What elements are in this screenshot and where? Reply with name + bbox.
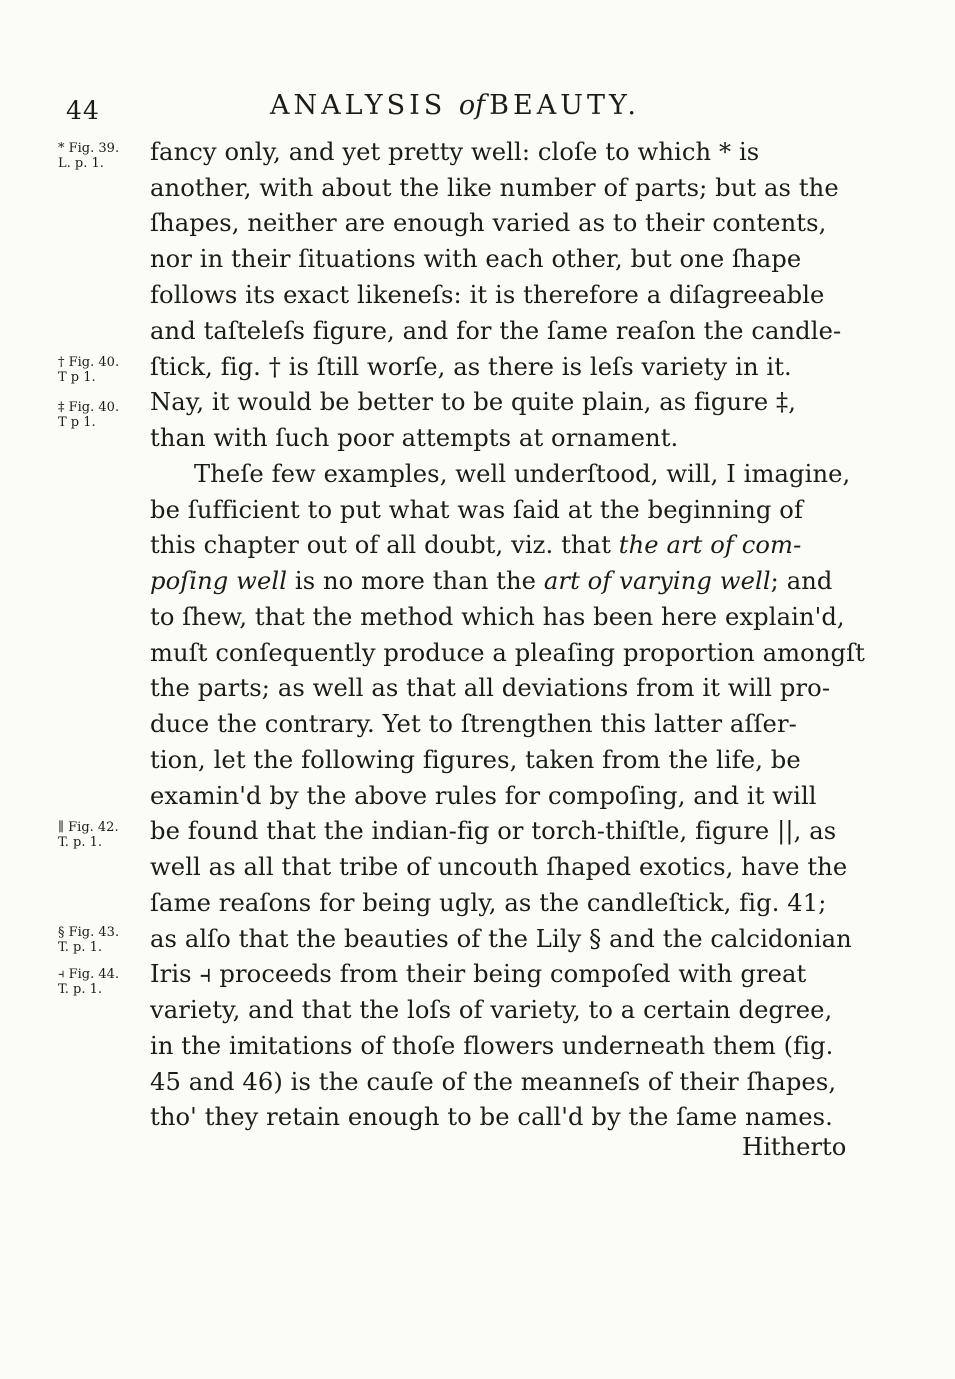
italic-phrase: art of varying well <box>543 567 771 595</box>
text-line: fancy only, and yet pretty well: cloſe to which * is <box>150 138 760 166</box>
text-line: tion, let the following figures, taken from the life, be <box>150 746 801 774</box>
text-line <box>150 531 801 559</box>
text-line: 45 and 46) is the cauſe of the meanneſs of their ſhapes, <box>150 1068 837 1096</box>
page-number: 44 <box>66 96 100 125</box>
italic-phrase: poſing well <box>150 567 288 595</box>
margin-note <box>58 400 119 430</box>
text-line: follows its exact likeneſs: it is therefore a diſagreeable <box>150 281 825 309</box>
margin-note-plate: T. p. 1. <box>58 940 103 955</box>
italic-phrase: the art of com- <box>618 531 802 559</box>
running-head-analysis: ANALYSIS <box>270 90 447 121</box>
margin-note-plate: T p 1. <box>58 370 96 385</box>
margin-note <box>58 355 119 385</box>
text-line: examin'd by the above rules for compoſing, and it will <box>150 782 817 810</box>
margin-note-figure: ∥ Fig. 42. <box>58 820 119 835</box>
margin-note-plate: T. p. 1. <box>58 982 103 997</box>
running-head-of: of <box>458 90 486 121</box>
text-line: another, with about the like number of parts; but as the <box>150 174 839 202</box>
margin-note-plate: T. p. 1. <box>58 835 103 850</box>
text-line: variety, and that the loſs of variety, to a certain degree, <box>150 996 833 1024</box>
margin-note-figure: † Fig. 40. <box>58 355 120 370</box>
margin-note-figure: * Fig. 39. <box>58 141 120 156</box>
margin-note <box>58 820 119 850</box>
text-line: tho' they retain enough to be call'd by the ſame names. <box>150 1103 833 1131</box>
text-line: nor in their ſituations with each other, but one ſhape <box>150 245 802 273</box>
text-run: ; and <box>770 567 833 595</box>
running-head <box>270 90 640 121</box>
running-head-beauty: BEAUTY. <box>489 90 640 121</box>
margin-note <box>58 967 119 997</box>
text-line: ſhapes, neither are enough varied as to their contents, <box>150 209 827 237</box>
margin-note-plate: T p 1. <box>58 415 96 430</box>
text-line: and taſteleſs figure, and for the ſame reaſon the candle- <box>150 317 842 345</box>
text-line: duce the contrary. Yet to ſtrengthen this latter aſſer- <box>150 710 797 738</box>
text-run: this chapter out of all doubt, viz. that <box>150 531 611 559</box>
catchword: Hitherto <box>742 1133 847 1161</box>
margin-note-figure: § Fig. 43. <box>58 925 120 940</box>
margin-note-plate: L. p. 1. <box>58 156 104 171</box>
text-line: to ſhew, that the method which has been here explain'd, <box>150 603 845 631</box>
text-line: as alſo that the beauties of the Lily § and the calcidonian <box>150 925 852 953</box>
margin-note <box>58 141 119 171</box>
text-line: Theſe few examples, well underſtood, will, I imagine, <box>194 460 851 488</box>
text-line: than with ſuch poor attempts at ornament. <box>150 424 679 452</box>
text-line: be ſufficient to put what was ſaid at the beginning of <box>150 496 803 524</box>
text-line: in the imitations of thoſe flowers underneath them (fig. <box>150 1032 834 1060</box>
text-run: is no more than the <box>287 567 544 595</box>
text-line: ſame reaſons for being ugly, as the candleſtick, fig. 41; <box>150 889 827 917</box>
text-line: Iris ⫞ proceeds from their being compoſed with great <box>150 960 807 988</box>
margin-note-figure: ‡ Fig. 40. <box>58 400 120 415</box>
text-line: be found that the indian-fig or torch-thiſtle, figure ||, as <box>150 817 837 845</box>
margin-note <box>58 925 119 955</box>
text-line: Nay, it would be better to be quite plain, as figure ‡, <box>150 388 797 416</box>
text-line <box>150 567 833 595</box>
margin-note-figure: ⫞ Fig. 44. <box>58 967 120 982</box>
text-line: well as all that tribe of uncouth ſhaped exotics, have the <box>150 853 848 881</box>
text-line: muſt conſequently produce a pleaſing proportion amongſt <box>150 639 865 667</box>
text-line: ſtick, fig. † is ſtill worſe, as there is leſs variety in it. <box>150 353 792 381</box>
text-line: the parts; as well as that all deviations from it will pro- <box>150 674 831 702</box>
